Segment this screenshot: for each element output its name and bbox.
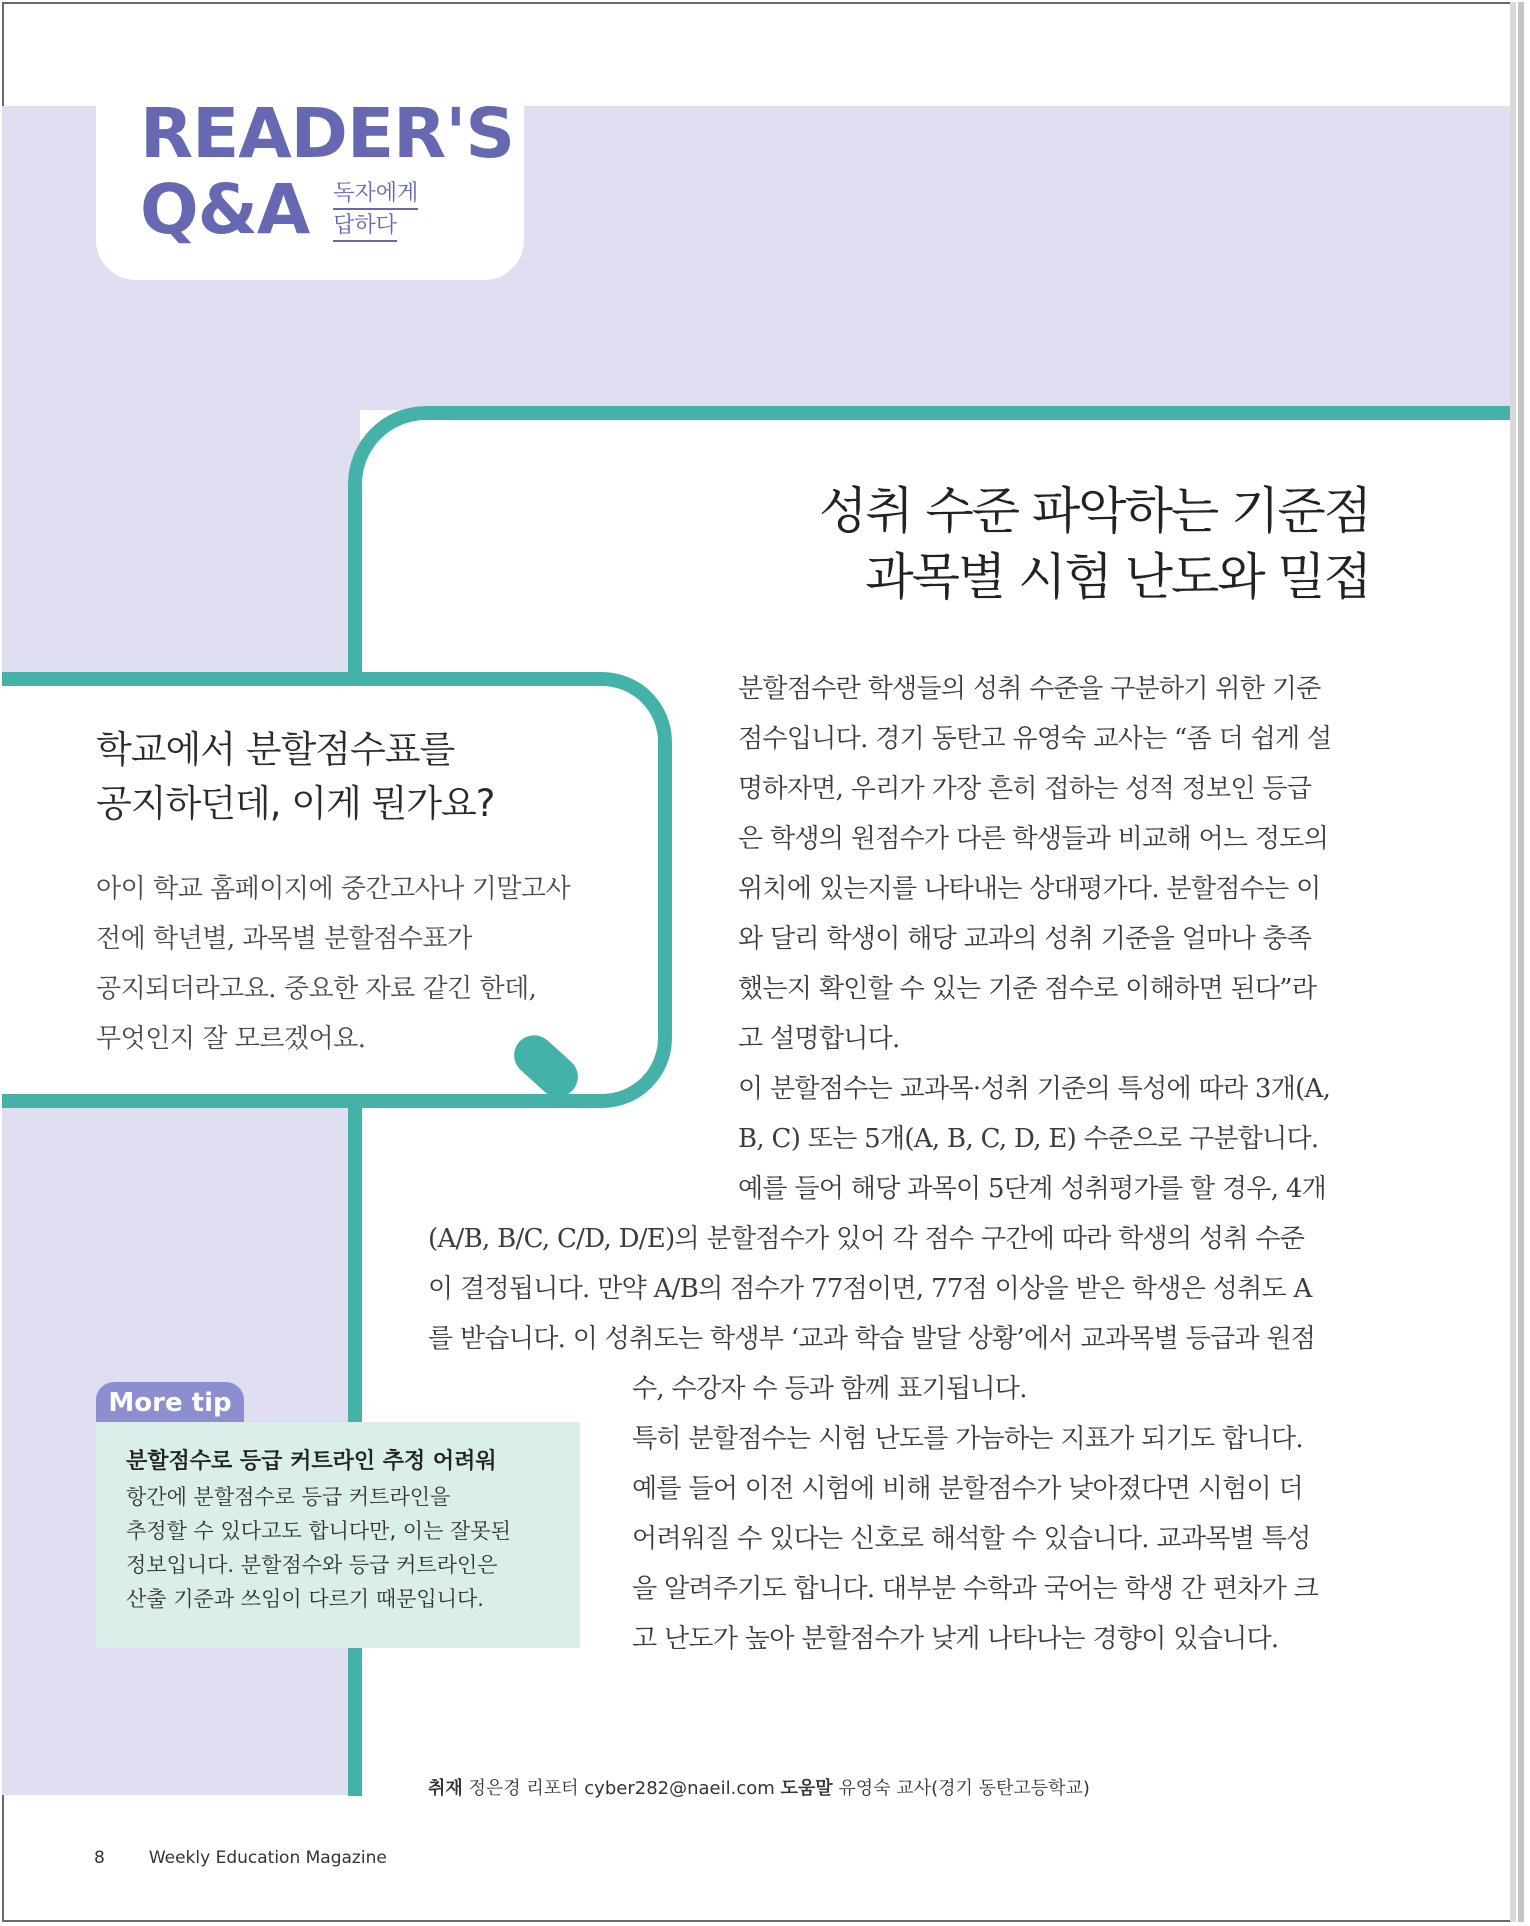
tip-line: 항간에 분할점수로 등급 커트라인을 [126,1485,451,1509]
body-line: 고 난도가 높아 분할점수가 낮게 나타나는 경향이 있습니다. [632,1624,1279,1654]
title-line: 성취 수준 파악하는 기준점 [819,482,1370,540]
body-line: 명하자면, 우리가 가장 흔히 접하는 성적 정보인 등급 [738,774,1312,804]
teal-top-line [426,406,1510,420]
body-line: 고 설명합니다. [738,1024,900,1054]
readers-qa-logo [140,96,514,248]
more-tip-box [96,1422,580,1648]
body-line: 이 결정됩니다. 만약 A/B의 점수가 77점이면, 77점 이상을 받은 학생은 성취도 A [428,1274,1312,1304]
tip-line: 정보입니다. 분할점수와 등급 커트라인은 [126,1553,498,1577]
body-line: 이 분할점수는 교과목·성취 기준의 특성에 따라 3개(A, [738,1074,1331,1104]
body-line: 어려워질 수 있다는 신호로 해석할 수 있습니다. 교과목별 특성 [632,1524,1311,1554]
page-edge [1518,2,1524,1922]
body-line: B, C) 또는 5개(A, B, C, D, E) 수준으로 구분합니다. [738,1124,1319,1154]
reporter-label: 취재 [428,1778,463,1799]
article-credit [428,1774,1090,1800]
body-line: (A/B, B/C, C/D, D/E)의 분할점수가 있어 각 점수 구간에 따라 학생의 성취 수준 [428,1224,1305,1254]
body-line: 분할점수란 학생들의 성취 수준을 구분하기 위한 기준 [738,674,1321,704]
body-line: 했는지 확인할 수 있는 기준 점수로 이해하면 된다”라 [738,974,1317,1004]
tip-title: 분할점수로 등급 커트라인 추정 어려워 [126,1449,497,1474]
body-line: 은 학생의 원점수가 다른 학생들과 비교해 어느 정도의 [738,824,1329,854]
question-line: 무엇인지 잘 모르겠어요. [96,1024,366,1054]
magazine-name: Weekly Education Magazine [148,1848,387,1868]
page-footer [94,1848,387,1868]
helper-info: 유영숙 교사(경기 동탄고등학교) [838,1778,1090,1799]
page-edge [1510,2,1516,1922]
page-number: 8 [94,1848,105,1868]
logo-sub1: 독자에게 [333,180,418,210]
question-title [96,723,494,831]
question-line: 공지되더라고요. 중요한 자료 같긴 한데, [96,974,537,1004]
question-title-line: 공지하던데, 이게 뭔가요? [96,782,495,825]
body-line: 특히 분할점수는 시험 난도를 가늠하는 지표가 되기도 합니다. [632,1424,1303,1454]
question-title-line: 학교에서 분할점수표를 [96,728,455,771]
question-body [96,864,570,1064]
body-line: 와 달리 학생이 해당 교과의 성취 기준을 얼마나 충족 [738,924,1312,954]
helper-label: 도움말 [780,1778,833,1799]
title-line: 과목별 시험 난도와 밀접 [865,548,1370,606]
teal-vertical-upper [348,504,362,676]
body-line: 예를 들어 해당 과목이 5단계 성취평가를 할 경우, 4개 [738,1174,1327,1204]
logo-sub2: 답하다 [333,212,397,242]
body-line: 예를 들어 이전 시험에 비해 분할점수가 낮아졌다면 시험이 더 [632,1474,1303,1504]
question-line: 전에 학년별, 과목별 분할점수표가 [96,924,472,954]
body-line: 점수입니다. 경기 동탄고 유영숙 교사는 “좀 더 쉽게 설 [738,724,1332,754]
body-line: 를 받습니다. 이 성취도는 학생부 ‘교과 학습 발달 상황’에서 교과목별 등급과 원점 [428,1324,1316,1354]
tip-line: 추정할 수 있다고도 합니다만, 이는 잘못된 [126,1519,511,1543]
logo-line2: Q&A [140,170,310,250]
question-line: 아이 학교 홈페이지에 중간고사나 기말고사 [96,874,571,904]
body-line: 을 알려주기도 합니다. 대부분 수학과 국어는 학생 간 편차가 크 [632,1574,1319,1604]
tip-line: 산출 기준과 쓰임이 다르기 때문입니다. [126,1587,484,1611]
more-tip-label: More tip [96,1382,244,1422]
article-title [819,478,1370,610]
logo-line1: READER'S [140,94,515,174]
body-line: 수, 수강자 수 등과 함께 표기됩니다. [632,1374,1027,1404]
body-line: 위치에 있는지를 나타내는 상대평가다. 분할점수는 이 [738,874,1321,904]
reporter-info: 정은경 리포터 cyber282@naeil.com [468,1778,775,1799]
